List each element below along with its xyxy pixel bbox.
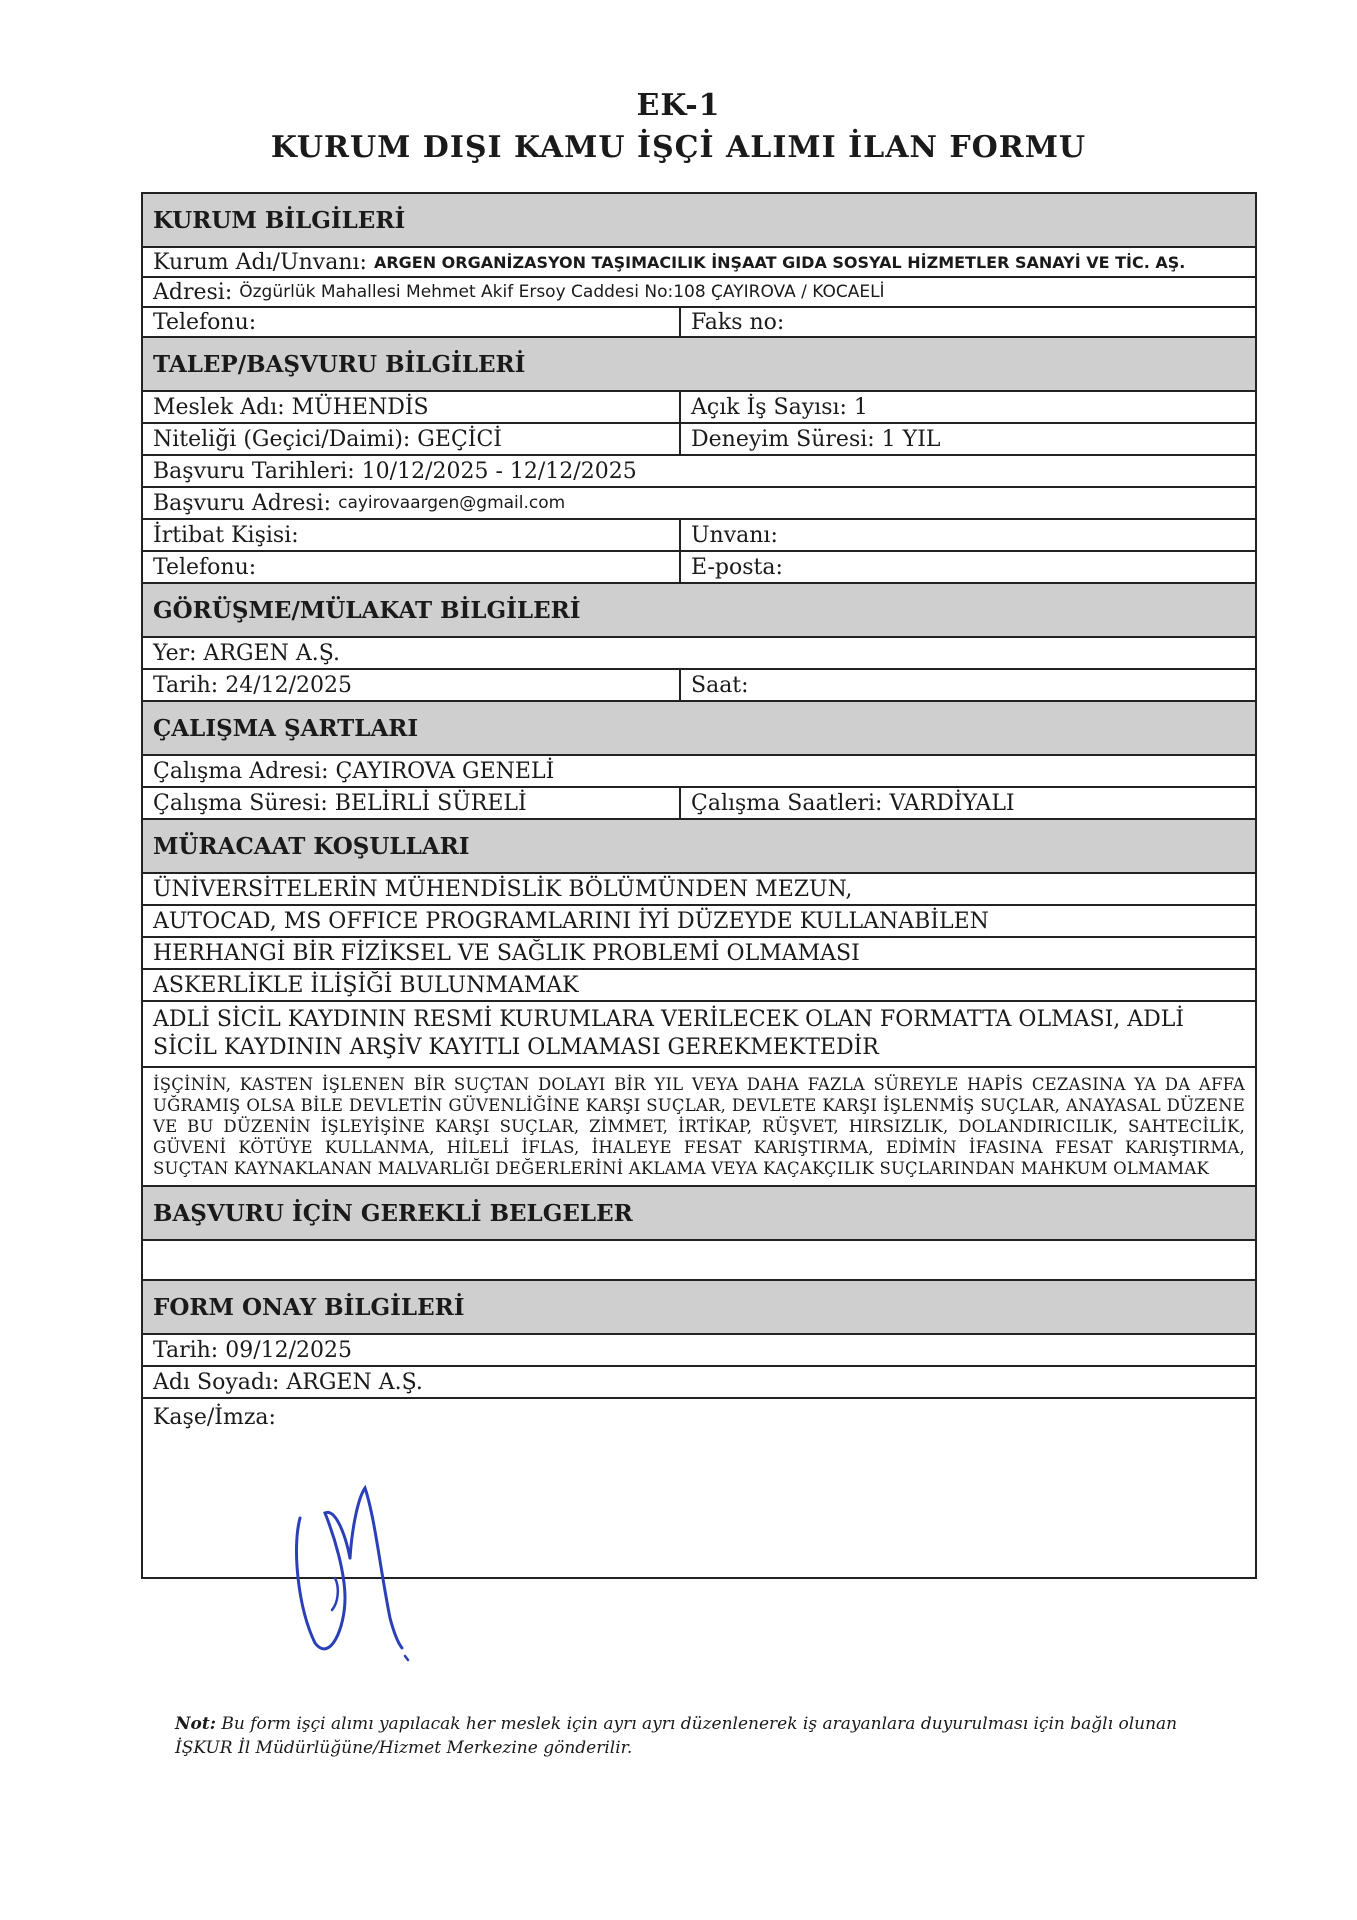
footer-note xyxy=(175,1712,1235,1760)
note-label: Not: xyxy=(175,1714,217,1734)
kurum-ad-label: Kurum Adı/Unvanı: xyxy=(153,249,367,275)
gorusme-yer: Yer: ARGEN A.Ş. xyxy=(153,640,341,666)
acik-is-sayisi: Açık İş Sayısı: 1 xyxy=(691,394,868,420)
basvuru-tarihleri-row xyxy=(143,456,1255,488)
belgeler-content xyxy=(143,1241,1255,1279)
calisma-suresi: Çalışma Süresi: BELİRLİ SÜRELİ xyxy=(143,788,681,818)
kosul-row xyxy=(143,938,1255,970)
talep-meslek-row xyxy=(143,392,1255,424)
meslek-adi: Meslek Adı: MÜHENDİS xyxy=(143,392,681,422)
section-calisma-sartlari: ÇALIŞMA ŞARTLARI xyxy=(143,702,1255,756)
kosul-row xyxy=(143,906,1255,938)
gorusme-tarih-row xyxy=(143,670,1255,702)
section-form-onay: FORM ONAY BİLGİLERİ xyxy=(143,1281,1255,1335)
basvuru-adresi-value: cayirovaargen@gmail.com xyxy=(338,493,566,513)
calisma-saatleri: Çalışma Saatleri: VARDİYALI xyxy=(691,790,1015,816)
kurum-adres-label: Adresi: xyxy=(153,279,233,305)
kurum-ad-value: ARGEN ORGANİZASYON TAŞIMACILIK İNŞAAT GIDA SOSYAL HİZMETLER SANAYİ VE TİC. AŞ. xyxy=(373,252,1186,272)
job-posting-form xyxy=(141,192,1257,1579)
irtibat-eposta: E-posta: xyxy=(691,554,783,580)
calisma-adresi: Çalışma Adresi: ÇAYIROVA GENELİ xyxy=(153,758,555,784)
kosul-item: İŞÇİNİN, KASTEN İŞLENEN BİR SUÇTAN DOLAYI BİR YIL VEYA DAHA FAZLA SÜREYLE HAPİS CEZASINA YA DA AFFA UĞRAMIŞ OLSA BİLE DEVLETİN GÜVENLİĞİNE KARŞI SUÇLAR, DEVLETE KARŞI İŞLENMİŞ SUÇLAR, ANAYASAL DÜZENE VE BU DÜZENİN İŞLEYİŞİNE KARŞI SUÇLAR, ZİMMET, İRTİKAP, RÜŞVET, HIRSIZLIK, DOLANDIRICILIK, SAHTECİLİK, GÜVENİ KÖTÜYE KULLANMA, HİLELİ İFLAS, İHALEYE FESAT KARIŞTIRMA, EDİMİN İFASINA FESAT KARIŞTIRMA, SUÇTAN KAYNAKLANAN MALVARLIĞI DEĞERLERİNİ AKLAMA VEYA KAÇAKÇILIK SUÇLARINDAN MAHKUM OLMAMAK xyxy=(153,1075,1245,1178)
kosul-item: ASKERLİKLE İLİŞİĞİ BULUNMAMAK xyxy=(153,972,579,998)
kosul-row xyxy=(143,874,1255,906)
signature-icon xyxy=(290,1478,420,1668)
irtibat-unvani: Unvanı: xyxy=(691,522,778,548)
gorusme-tarih: Tarih: 24/12/2025 xyxy=(143,670,681,700)
kurum-telefon-row xyxy=(143,308,1255,338)
niteligi: Niteliği (Geçici/Daimi): GEÇİCİ xyxy=(143,424,681,454)
kurum-telefon: Telefonu: xyxy=(143,308,681,336)
kosul-item: ADLİ SİCİL KAYDININ RESMİ KURUMLARA VERİLECEK OLAN FORMATTA OLMASI, ADLİ SİCİL KAYDININ ARŞİV KAYITLI OLMAMASI GEREKMEKTEDİR xyxy=(153,1007,1185,1060)
kosul-item: HERHANGİ BİR FİZİKSEL VE SAĞLIK PROBLEMİ OLMAMASI xyxy=(153,940,860,966)
document-code: EK-1 xyxy=(636,88,721,123)
onay-tarih: Tarih: 09/12/2025 xyxy=(153,1337,353,1363)
kurum-ad-row xyxy=(143,248,1255,278)
irtibat-kisisi: İrtibat Kişisi: xyxy=(143,520,681,550)
section-gerekli-belgeler: BAŞVURU İÇİN GEREKLİ BELGELER xyxy=(143,1187,1255,1241)
section-kurum-bilgileri: KURUM BİLGİLERİ xyxy=(143,194,1255,248)
irtibat-telefonu: Telefonu: xyxy=(143,552,681,582)
kosul-item: AUTOCAD, MS OFFICE PROGRAMLARINI İYİ DÜZEYDE KULLANABİLEN xyxy=(153,908,989,934)
gorusme-saat: Saat: xyxy=(691,672,749,698)
document-title: KURUM DIŞI KAMU İŞÇİ ALIMI İLAN FORMU xyxy=(270,130,1087,165)
deneyim-suresi: Deneyim Süresi: 1 YIL xyxy=(691,426,941,452)
calisma-sure-row xyxy=(143,788,1255,820)
basvuru-tarihleri: Başvuru Tarihleri: 10/12/2025 - 12/12/2025 xyxy=(153,458,637,484)
kase-imza-label: Kaşe/İmza: xyxy=(153,1405,276,1430)
irtibat-row xyxy=(143,520,1255,552)
basvuru-adresi-row xyxy=(143,488,1255,520)
belgeler-row xyxy=(143,1241,1255,1281)
kosul-item: ÜNİVERSİTELERİN MÜHENDİSLİK BÖLÜMÜNDEN MEZUN, xyxy=(153,876,853,902)
irtibat-telefon-row xyxy=(143,552,1255,584)
section-talep-bilgileri: TALEP/BAŞVURU BİLGİLERİ xyxy=(143,338,1255,392)
document-header xyxy=(0,86,1357,170)
onay-adi-soyadi: Adı Soyadı: ARGEN A.Ş. xyxy=(153,1369,423,1395)
onay-ad-row xyxy=(143,1367,1255,1399)
note-text: Bu form işçi alımı yapılacak her meslek için ayrı ayrı düzenlenerek iş arayanlara duyurulması için bağlı olunan İŞKUR İl Müdürlüğüne/Hizmet Merkezine gönderilir. xyxy=(175,1714,1178,1758)
onay-tarih-row xyxy=(143,1335,1255,1367)
kurum-adres-row xyxy=(143,278,1255,308)
gorusme-yer-row xyxy=(143,638,1255,670)
kurum-adres-value: Özgürlük Mahallesi Mehmet Akif Ersoy Caddesi No:108 ÇAYIROVA / KOCAELİ xyxy=(239,282,885,302)
section-gorusme-bilgileri: GÖRÜŞME/MÜLAKAT BİLGİLERİ xyxy=(143,584,1255,638)
kosul-row xyxy=(143,1002,1255,1068)
kosul-row xyxy=(143,1068,1255,1187)
kosul-row xyxy=(143,970,1255,1002)
talep-nitelik-row xyxy=(143,424,1255,456)
kurum-faks: Faks no: xyxy=(691,309,785,335)
basvuru-adresi-label: Başvuru Adresi: xyxy=(153,490,332,516)
calisma-adres-row xyxy=(143,756,1255,788)
section-muracaat-kosullari: MÜRACAAT KOŞULLARI xyxy=(143,820,1255,874)
